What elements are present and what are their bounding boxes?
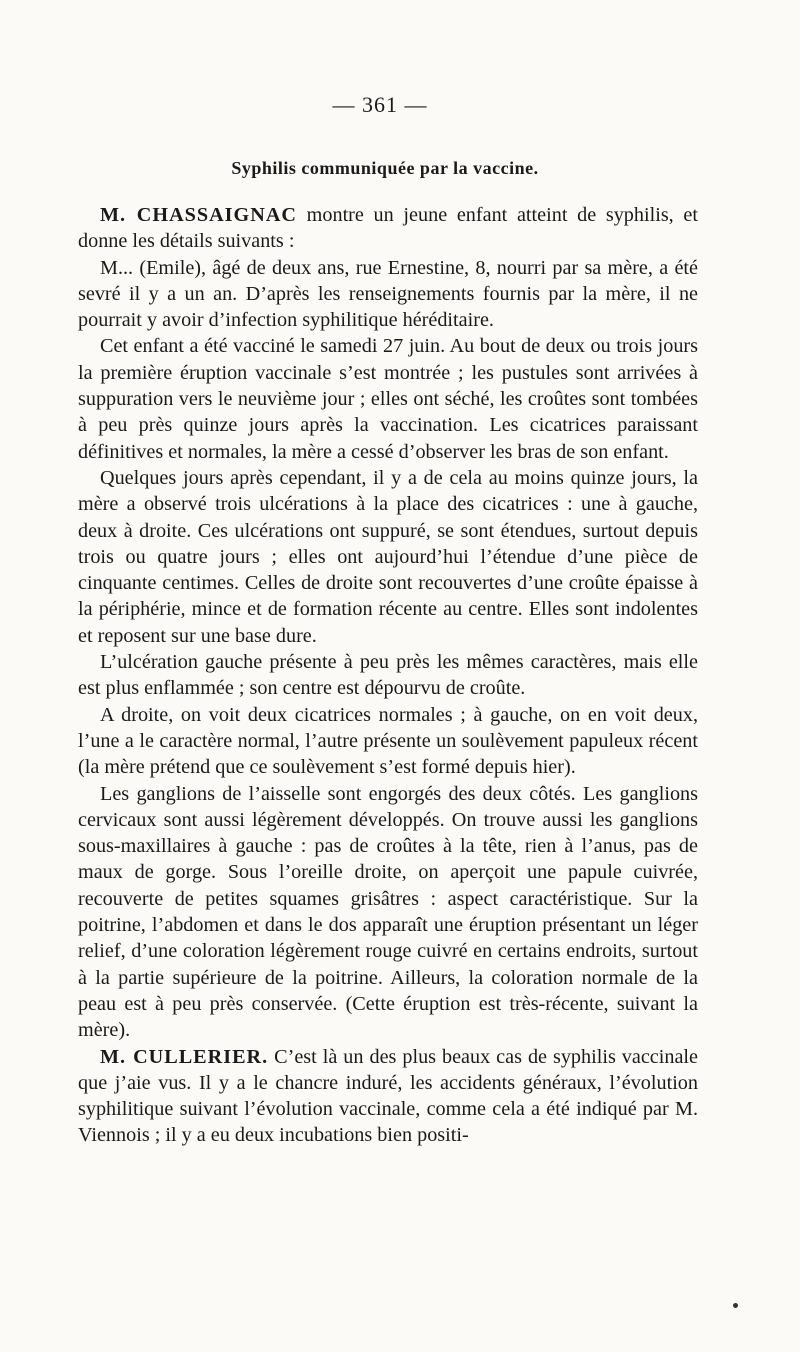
paragraph (78, 333, 698, 464)
paragraph-text: A droite, on voit deux cicatrices normales ; à gauche, on en voit deux, l’une a le caractère normal, l’autre présente un soulèvement papuleux récent (la mère prétend que ce soulèvement s’est formé depuis hier). (78, 703, 698, 779)
paragraph (78, 702, 698, 781)
speaker-name: M. CULLERIER. (100, 1045, 269, 1068)
paragraph-text: Cet enfant a été vacciné le samedi 27 juin. Au bout de deux ou trois jours la première éruption vaccinale s’est montrée ; les pustules sont arrivées à suppuration vers le neuvième jour ; elles ont séché, les croûtes sont tombées à peu près quinze jours après la vaccination. Les cicatrices paraissant définitives et normales, la mère a cessé d’observer les bras de son enfant. (78, 335, 698, 463)
paragraph-text: C’est là un des plus beaux cas de syphilis vaccinale que j’aie vus. Il y a le chancre induré, les accidents généraux, l’évolution syphilitique suivant l’évolution vaccinale, comme cela a été indiqué par M. Viennois ; il y a eu deux incubations bien positi- (78, 1045, 698, 1147)
body-text (78, 202, 698, 1149)
paragraph (78, 255, 698, 334)
paragraph-text: L’ulcération gauche présente à peu près les mêmes caractères, mais elle est plus enflammée ; son centre est dépourvu de croûte. (78, 651, 698, 700)
paragraph-text: montre un jeune enfant atteint de syphilis, et donne les détails suivants : (78, 204, 698, 253)
paragraph (78, 202, 698, 255)
paragraph (78, 465, 698, 649)
paragraph-text: Les ganglions de l’aisselle sont engorgés des deux côtés. Les ganglions cervicaux sont aussi légèrement développés. On trouve aussi les ganglions sous-maxillaires à gauche : pas de croûtes à la tête, rien à l’anus, pas de maux de gorge. Sous l’oreille droite, on aperçoit une papule cuivrée, recouverte de petites squames grisâtres : aspect caractéristique. Sur la poitrine, l’abdomen et dans le dos apparaît une éruption présentant un léger relief, d’une coloration légèrement rouge cuivré en certains endroits, surtout à la partie supérieure de la poitrine. Ailleurs, la coloration normale de la peau est à peu près conservée. (Cette éruption est très-récente, suivant la mère). (78, 782, 698, 1042)
paragraph (78, 1044, 698, 1149)
paragraph-text: Quelques jours après cependant, il y a de cela au moins quinze jours, la mère a observé trois ulcérations à la place des cicatrices : une à gauche, deux à droite. Ces ulcérations ont suppuré, se sont étendues, surtout depuis trois ou quatre jours ; elles ont aujourd’hui l’étendue d’une pièce de cinquante centimes. Celles de droite sont recouvertes d’une croûte épaisse à la périphérie, mince et de formation récente au centre. Elles sont indolentes et reposent sur une base dure. (78, 466, 698, 647)
ink-speck (733, 1303, 738, 1308)
section-title: Syphilis communiquée par la vaccine. (231, 158, 539, 178)
paragraph (78, 781, 698, 1044)
page-number: — 361 — (332, 92, 428, 117)
speaker-name: M. CHASSAIGNAC (100, 204, 297, 226)
paragraph-text: M... (Emile), âgé de deux ans, rue Ernestine, 8, nourri par sa mère, a été sevré il y a un an. D’après les renseignements fournis par la mère, il ne pourrait y avoir d’infection syphilitique héréditaire. (78, 256, 698, 332)
paragraph (78, 649, 698, 702)
